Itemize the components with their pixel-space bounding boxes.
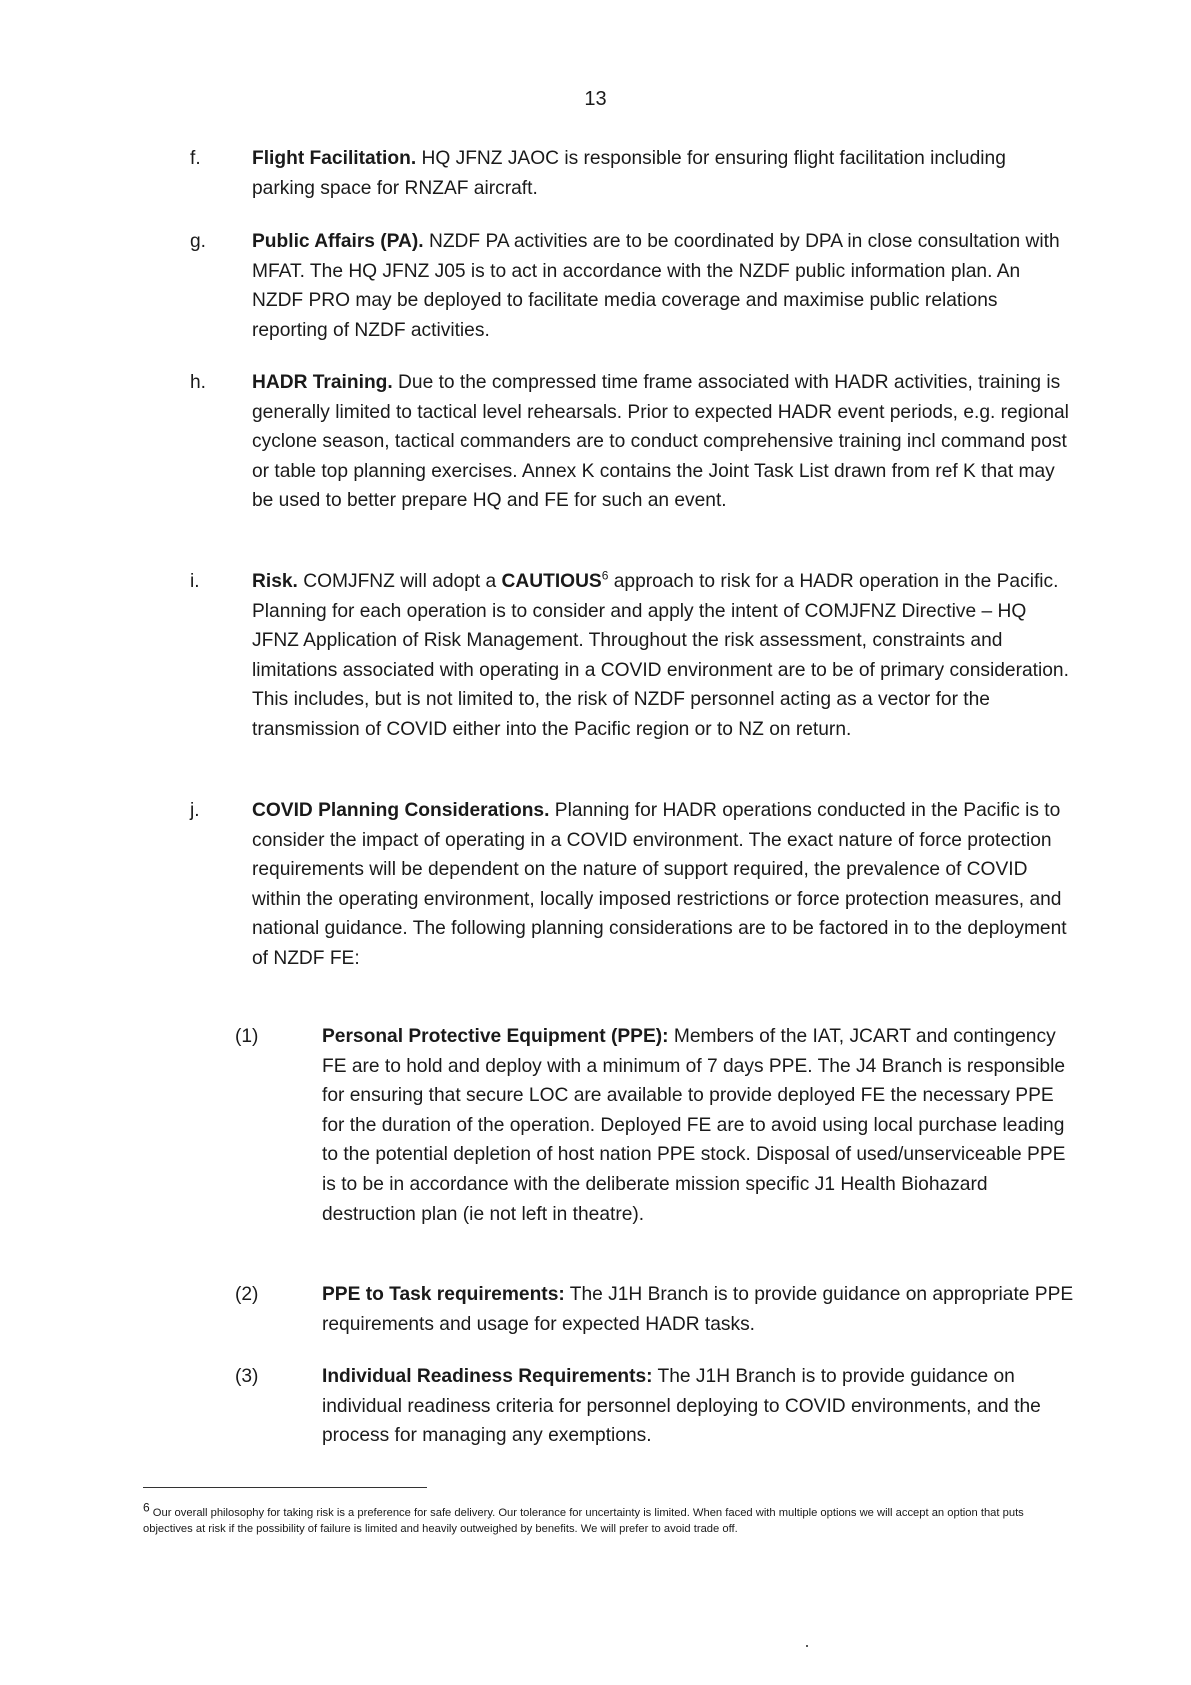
paragraph-h [190, 368, 1070, 516]
paragraph-marker: i. [190, 571, 200, 592]
paragraph-text: approach to risk for a HADR operation in the Pacific. Planning for each operation is to consider and apply the intent of COMJFNZ Directive – HQ JFNZ Application of Risk Management. Throughout the risk assessment, constraints and limitations associated with operating in a COVID environment are to be of primary consideration. This includes, but is not limited to, the risk of NZDF personnel acting as a vector for the transmission of COVID either into the Pacific region or to NZ on return. [252, 571, 1069, 740]
subparagraph-body [322, 1362, 1075, 1451]
subparagraph-heading: PPE to Task requirements: [322, 1284, 565, 1305]
subparagraph-heading: Individual Readiness Requirements: [322, 1366, 653, 1387]
paragraph-text-before: COMJFNZ will adopt a [297, 571, 502, 592]
paragraph-f [190, 144, 1070, 203]
footnote-marker: 6 [143, 1500, 150, 1515]
paragraph-heading: Public Affairs (PA). [252, 231, 424, 252]
paragraph-body [252, 144, 1070, 203]
paragraph-marker: h. [190, 372, 207, 393]
subparagraph-2 [235, 1280, 1075, 1339]
scan-speck [806, 1645, 808, 1647]
paragraph-j [190, 796, 1070, 974]
subparagraph-body [322, 1280, 1075, 1339]
risk-appetite-emphasis: CAUTIOUS [501, 571, 602, 592]
paragraph-body [252, 796, 1070, 974]
footnote-text: Our overall philosophy for taking risk is a preference for safe delivery. Our tolerance for uncertainty is limited. When faced with multiple options we will accept an option that puts objectives at risk if the possibility of failure is limited and heavily outweighed by benefits. We will prefer to avoid trade off. [143, 1507, 1024, 1535]
footnote-reference[interactable]: 6 [601, 568, 609, 583]
subparagraph-marker: (3) [235, 1366, 259, 1387]
paragraph-marker: j. [190, 800, 200, 821]
paragraph-body [252, 227, 1070, 345]
subparagraph-marker: (2) [235, 1284, 259, 1305]
paragraph-heading: Flight Facilitation. [252, 148, 417, 169]
footnote-separator [143, 1487, 427, 1488]
paragraph-i [190, 567, 1070, 745]
footnote [143, 1500, 1063, 1537]
paragraph-text: HQ JFNZ JAOC is responsible for ensuring flight facilitation including parking space for RNZAF aircraft. [252, 148, 1006, 199]
subparagraph-1 [235, 1022, 1075, 1229]
subparagraph-text: The J1H Branch is to provide guidance on appropriate PPE requirements and usage for expected HADR tasks. [322, 1284, 1074, 1335]
paragraph-text: Due to the compressed time frame associated with HADR activities, training is generally limited to tactical level rehearsals. Prior to expected HADR event periods, e.g. regional cyclone season, tactical commanders are to conduct comprehensive training incl command post or table top planning exercises. Annex K contains the Joint Task List drawn from ref K that may be used to better prepare HQ and FE for such an event. [252, 372, 1069, 512]
paragraph-heading: Risk. [252, 571, 298, 592]
subparagraph-body [322, 1022, 1075, 1229]
paragraph-heading: HADR Training. [252, 372, 393, 393]
paragraph-marker: g. [190, 231, 207, 252]
paragraph-text: Planning for HADR operations conducted in the Pacific is to consider the impact of operating in a COVID environment. The exact nature of force protection requirements will be dependent on the nature of support required, the prevalence of COVID within the operating environment, locally imposed restrictions or force protection measures, and national guidance. The following planning considerations are to be factored in to the deployment of NZDF FE: [252, 800, 1067, 969]
paragraph-marker: f. [190, 148, 201, 169]
paragraph-text: NZDF PA activities are to be coordinated by DPA in close consultation with MFAT. The HQ JFNZ J05 is to act in accordance with the NZDF public information plan. An NZDF PRO may be deployed to facilitate media coverage and maximise public relations reporting of NZDF activities. [252, 231, 1060, 341]
paragraph-body [252, 567, 1070, 745]
page-number: 13 [584, 88, 607, 110]
subparagraph-heading: Personal Protective Equipment (PPE): [322, 1026, 669, 1047]
paragraph-body [252, 368, 1070, 516]
subparagraph-3 [235, 1362, 1075, 1451]
subparagraph-text: The J1H Branch is to provide guidance on individual readiness criteria for personnel deploying to COVID environments, and the process for managing any exemptions. [322, 1366, 1041, 1447]
paragraph-g [190, 227, 1070, 345]
subparagraph-marker: (1) [235, 1026, 259, 1047]
subparagraph-text: Members of the IAT, JCART and contingency FE are to hold and deploy with a minimum of 7 days PPE. The J4 Branch is responsible for ensuring that secure LOC are available to provide deployed FE the necessary PPE for the duration of the operation. Deployed FE are to avoid using local purchase leading to the potential depletion of host nation PPE stock. Disposal of used/unserviceable PPE is to be in accordance with the deliberate mission specific J1 Health Biohazard destruction plan (ie not left in theatre). [322, 1026, 1066, 1225]
paragraph-heading: COVID Planning Considerations. [252, 800, 550, 821]
